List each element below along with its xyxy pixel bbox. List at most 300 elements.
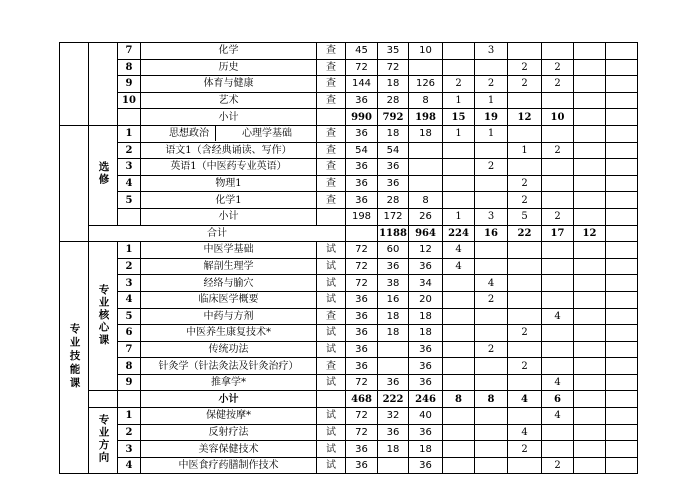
course-name: 临床医学概要: [141, 291, 317, 308]
empty-cell: [606, 457, 638, 474]
course-name: 中药与方剂: [141, 308, 317, 325]
exam-type: 查: [317, 92, 346, 109]
empty-cell: [606, 308, 638, 325]
hours-cell: [542, 125, 574, 142]
empty-cell: [606, 275, 638, 292]
course-no: 8: [118, 358, 141, 375]
hours-cell: 18: [378, 325, 409, 342]
hours-cell: 2: [508, 59, 542, 76]
empty-cell: [574, 374, 606, 391]
empty-cell: [606, 242, 638, 259]
hours-cell: 1: [475, 92, 508, 109]
table-row: [60, 391, 638, 408]
course-name-text: 心理学基础: [242, 128, 292, 140]
hours-cell: [508, 275, 542, 292]
hours-cell: [475, 441, 508, 458]
hours-cell: [475, 258, 508, 275]
empty-cell: [606, 59, 638, 76]
hours-cell: [542, 242, 574, 259]
hours-cell: 3: [475, 208, 508, 225]
hours-cell: [542, 424, 574, 441]
course-name: 解剖生理学: [141, 258, 317, 275]
exam-type: 查: [317, 192, 346, 209]
hours-cell: 2: [475, 341, 508, 358]
empty-cell: [574, 208, 606, 225]
hours-cell: [508, 457, 542, 474]
hours-cell: 36: [346, 457, 378, 474]
hours-cell: 4: [443, 242, 475, 259]
hours-cell: 36: [409, 424, 443, 441]
empty-cell: [606, 76, 638, 93]
course-name: 针灸学（针法灸法及针灸治疗）: [141, 358, 317, 375]
hours-cell: 28: [378, 92, 409, 109]
course-no: 2: [118, 258, 141, 275]
table-row: [60, 457, 638, 474]
hours-cell: [443, 175, 475, 192]
hours-cell: 18: [409, 325, 443, 342]
hours-cell: 36: [346, 92, 378, 109]
empty-cell: [606, 408, 638, 425]
table-row: [60, 308, 638, 325]
hours-cell: [409, 159, 443, 176]
hours-cell: 40: [409, 408, 443, 425]
hours-cell: 8: [443, 391, 475, 408]
hours-cell: 1: [443, 92, 475, 109]
hours-cell: 2: [542, 59, 574, 76]
course-no: 5: [118, 192, 141, 209]
empty-cell: [606, 391, 638, 408]
hours-cell: 468: [346, 391, 378, 408]
core-group-label: [89, 242, 118, 391]
empty-cell: [574, 408, 606, 425]
hours-cell: [542, 159, 574, 176]
hours-cell: 34: [409, 275, 443, 292]
hours-cell: 4: [508, 391, 542, 408]
course-no: 7: [118, 341, 141, 358]
exam-type: 试: [317, 325, 346, 342]
course-name: 英语1（中医药专业英语）: [141, 159, 317, 176]
course-no: 4: [118, 175, 141, 192]
hours-cell: [542, 192, 574, 209]
course-no: 1: [118, 408, 141, 425]
table-row: [60, 43, 638, 60]
table-row: [60, 142, 638, 159]
hours-cell: [542, 175, 574, 192]
table-row: [60, 109, 638, 126]
empty-cell: [574, 125, 606, 142]
empty-cell: [574, 59, 606, 76]
course-name: [141, 125, 317, 142]
hours-cell: 144: [346, 76, 378, 93]
hours-cell: [443, 275, 475, 292]
exam-type: 查: [317, 125, 346, 142]
table-row: [60, 408, 638, 425]
course-no: 3: [118, 275, 141, 292]
course-name: 物理1: [141, 175, 317, 192]
hours-cell: [475, 358, 508, 375]
empty-cell: [606, 325, 638, 342]
empty-cell: [346, 225, 378, 242]
table-row: [60, 76, 638, 93]
empty-cell: [574, 159, 606, 176]
hours-cell: [443, 358, 475, 375]
exam-type: 试: [317, 258, 346, 275]
hours-cell: [378, 358, 409, 375]
course-name: 化学1: [141, 192, 317, 209]
hours-cell: 12: [574, 225, 606, 242]
empty-cell: [606, 159, 638, 176]
course-no: 9: [118, 374, 141, 391]
hours-cell: [443, 408, 475, 425]
course-no: 1: [118, 125, 141, 142]
hours-cell: 36: [409, 258, 443, 275]
course-no: 5: [118, 308, 141, 325]
table-row: [60, 125, 638, 142]
direction-group-label: [89, 408, 118, 474]
empty-cell: [118, 109, 141, 126]
hours-cell: [508, 308, 542, 325]
course-name: 保健按摩*: [141, 408, 317, 425]
table-row: [60, 424, 638, 441]
hours-cell: 5: [508, 208, 542, 225]
hours-cell: 36: [346, 125, 378, 142]
course-prefix: 思想政治: [165, 126, 216, 141]
hours-cell: 72: [346, 275, 378, 292]
empty-cell: [606, 358, 638, 375]
hours-cell: [475, 408, 508, 425]
table-row: [60, 374, 638, 391]
hours-cell: [409, 175, 443, 192]
exam-type: 查: [317, 142, 346, 159]
hours-cell: 72: [346, 258, 378, 275]
subtotal-label: 小计: [141, 208, 317, 225]
hours-cell: [542, 358, 574, 375]
course-name: 体育与健康: [141, 76, 317, 93]
table-row: [60, 208, 638, 225]
course-name: 化学: [141, 43, 317, 60]
hours-cell: [443, 43, 475, 60]
hours-cell: [542, 258, 574, 275]
exam-type: 查: [317, 43, 346, 60]
hours-cell: 72: [346, 59, 378, 76]
hours-cell: [542, 43, 574, 60]
hours-cell: [475, 457, 508, 474]
hours-cell: 2: [508, 76, 542, 93]
hours-cell: 18: [378, 441, 409, 458]
course-name: 传统功法: [141, 341, 317, 358]
hours-cell: 16: [378, 291, 409, 308]
hours-cell: 2: [508, 358, 542, 375]
group-cell: [89, 43, 118, 126]
exam-type: 试: [317, 441, 346, 458]
hours-cell: [443, 142, 475, 159]
hours-cell: 2: [542, 457, 574, 474]
hours-cell: [542, 341, 574, 358]
hours-cell: 36: [346, 325, 378, 342]
table-row: [60, 225, 638, 242]
course-name: 语文1（含经典诵读、写作）: [141, 142, 317, 159]
hours-cell: [443, 374, 475, 391]
subtotal-label: 小计: [141, 109, 317, 126]
hours-cell: 36: [346, 358, 378, 375]
hours-cell: 18: [409, 308, 443, 325]
hours-cell: 36: [378, 175, 409, 192]
hours-cell: 1: [475, 125, 508, 142]
exam-type: 试: [317, 275, 346, 292]
hours-cell: 72: [378, 59, 409, 76]
hours-cell: [542, 441, 574, 458]
hours-cell: 12: [508, 109, 542, 126]
hours-cell: 18: [409, 441, 443, 458]
hours-cell: 2: [508, 441, 542, 458]
hours-cell: [508, 374, 542, 391]
exam-type: 试: [317, 457, 346, 474]
empty-cell: [574, 192, 606, 209]
hours-cell: 19: [475, 109, 508, 126]
course-no: 3: [118, 159, 141, 176]
exam-type: 试: [317, 291, 346, 308]
table-row: [60, 59, 638, 76]
empty-cell: [606, 43, 638, 60]
empty-cell: [606, 374, 638, 391]
hours-cell: [508, 159, 542, 176]
hours-cell: 60: [378, 242, 409, 259]
exam-type: 试: [317, 424, 346, 441]
empty-cell: [574, 291, 606, 308]
hours-cell: [475, 242, 508, 259]
hours-cell: 10: [409, 43, 443, 60]
empty-cell: [606, 424, 638, 441]
hours-cell: [378, 341, 409, 358]
hours-cell: 222: [378, 391, 409, 408]
hours-cell: 18: [378, 125, 409, 142]
hours-cell: 4: [542, 308, 574, 325]
exam-type: 试: [317, 374, 346, 391]
empty-cell: [574, 391, 606, 408]
hours-cell: 2: [475, 76, 508, 93]
hours-cell: [508, 291, 542, 308]
empty-cell: [574, 258, 606, 275]
hours-cell: 2: [475, 159, 508, 176]
hours-cell: 172: [378, 208, 409, 225]
table-row: [60, 291, 638, 308]
course-no: 10: [118, 92, 141, 109]
empty-cell: [606, 125, 638, 142]
subtotal-label: 小计: [141, 391, 317, 408]
hours-cell: 36: [378, 424, 409, 441]
hours-cell: [542, 275, 574, 292]
empty-cell: [574, 358, 606, 375]
professional-group-label: [60, 242, 89, 474]
hours-cell: 246: [409, 391, 443, 408]
empty-cell: [606, 175, 638, 192]
course-name: 美容保健技术: [141, 441, 317, 458]
hours-cell: 4: [542, 374, 574, 391]
empty-cell: [118, 208, 141, 225]
course-name: 历史: [141, 59, 317, 76]
exam-type: 试: [317, 408, 346, 425]
hours-cell: 6: [542, 391, 574, 408]
hours-cell: 1: [443, 125, 475, 142]
empty-cell: [574, 424, 606, 441]
course-no: 4: [118, 291, 141, 308]
hours-cell: 8: [409, 92, 443, 109]
course-no: 2: [118, 424, 141, 441]
hours-cell: [475, 192, 508, 209]
empty-cell: [606, 192, 638, 209]
table-row: [60, 159, 638, 176]
hours-cell: 12: [409, 242, 443, 259]
course-no: 6: [118, 325, 141, 342]
hours-cell: 38: [378, 275, 409, 292]
table-row: [60, 92, 638, 109]
hours-cell: 72: [346, 408, 378, 425]
hours-cell: 18: [409, 125, 443, 142]
hours-cell: 36: [409, 374, 443, 391]
exam-type: 查: [317, 76, 346, 93]
empty-cell: [574, 142, 606, 159]
hours-cell: 1: [443, 208, 475, 225]
hours-cell: 2: [542, 208, 574, 225]
course-no: 2: [118, 142, 141, 159]
empty-cell: [574, 457, 606, 474]
empty-cell: [317, 208, 346, 225]
hours-cell: 18: [378, 308, 409, 325]
hours-cell: 2: [542, 142, 574, 159]
empty-cell: [574, 76, 606, 93]
course-name: 推拿学*: [141, 374, 317, 391]
exam-type: 查: [317, 308, 346, 325]
hours-cell: 35: [378, 43, 409, 60]
hours-cell: [443, 59, 475, 76]
empty-cell: [574, 325, 606, 342]
hours-cell: 36: [378, 374, 409, 391]
empty-cell: [606, 208, 638, 225]
hours-cell: [542, 325, 574, 342]
table-row: [60, 258, 638, 275]
hours-cell: 1188: [378, 225, 409, 242]
exam-type: 查: [317, 59, 346, 76]
hours-cell: 72: [346, 374, 378, 391]
empty-cell: [606, 142, 638, 159]
hours-cell: 16: [475, 225, 508, 242]
empty-cell: [606, 291, 638, 308]
hours-cell: 4: [443, 258, 475, 275]
exam-type: 试: [317, 242, 346, 259]
hours-cell: 28: [378, 192, 409, 209]
empty-cell: [574, 341, 606, 358]
hours-cell: [475, 424, 508, 441]
hours-cell: [409, 142, 443, 159]
course-no: 7: [118, 43, 141, 60]
hours-cell: 2: [542, 76, 574, 93]
empty-cell: [89, 391, 118, 408]
hours-cell: [443, 341, 475, 358]
hours-cell: 20: [409, 291, 443, 308]
empty-cell: [118, 391, 141, 408]
course-no: 3: [118, 441, 141, 458]
course-no: 9: [118, 76, 141, 93]
hours-cell: [475, 325, 508, 342]
exam-type: 试: [317, 341, 346, 358]
table-row: [60, 242, 638, 259]
hours-cell: 36: [378, 159, 409, 176]
hours-cell: 4: [542, 408, 574, 425]
empty-cell: [574, 43, 606, 60]
hours-cell: [475, 142, 508, 159]
group-cell: [60, 125, 89, 241]
empty-cell: [574, 175, 606, 192]
hours-cell: [443, 159, 475, 176]
empty-cell: [606, 92, 638, 109]
elective-group-text: 选修: [97, 161, 110, 187]
hours-cell: [443, 441, 475, 458]
hours-cell: 8: [475, 391, 508, 408]
hours-cell: [443, 308, 475, 325]
hours-cell: 198: [409, 109, 443, 126]
course-name: 中医学基础: [141, 242, 317, 259]
hours-cell: 36: [346, 308, 378, 325]
hours-cell: 36: [346, 341, 378, 358]
empty-cell: [606, 258, 638, 275]
hours-cell: [542, 291, 574, 308]
hours-cell: [475, 308, 508, 325]
course-no: 1: [118, 242, 141, 259]
hours-cell: 18: [378, 76, 409, 93]
empty-cell: [574, 242, 606, 259]
hours-cell: 54: [346, 142, 378, 159]
empty-cell: [606, 109, 638, 126]
hours-cell: [508, 242, 542, 259]
exam-type: 查: [317, 175, 346, 192]
hours-cell: [508, 43, 542, 60]
hours-cell: 36: [378, 258, 409, 275]
hours-cell: [443, 457, 475, 474]
hours-cell: [475, 374, 508, 391]
hours-cell: [542, 92, 574, 109]
hours-cell: 26: [409, 208, 443, 225]
hours-cell: 990: [346, 109, 378, 126]
empty-cell: [606, 441, 638, 458]
table-row: [60, 341, 638, 358]
curriculum-table: [59, 42, 638, 474]
hours-cell: [443, 291, 475, 308]
table-row: [60, 441, 638, 458]
course-name: 反射疗法: [141, 424, 317, 441]
table-row: [60, 325, 638, 342]
core-group-text: 专业核心课: [97, 283, 110, 347]
hours-cell: 36: [409, 358, 443, 375]
hours-cell: [378, 457, 409, 474]
hours-cell: 3: [475, 43, 508, 60]
hours-cell: 8: [409, 192, 443, 209]
group-cell: [60, 43, 89, 126]
table-row: [60, 175, 638, 192]
hours-cell: 198: [346, 208, 378, 225]
empty-cell: [317, 391, 346, 408]
hours-cell: 36: [346, 192, 378, 209]
empty-cell: [317, 109, 346, 126]
table-row: [60, 275, 638, 292]
hours-cell: 2: [508, 192, 542, 209]
course-no: 8: [118, 59, 141, 76]
course-name: 艺术: [141, 92, 317, 109]
hours-cell: 36: [346, 159, 378, 176]
hours-cell: 1: [508, 142, 542, 159]
course-name: 中医养生康复技术*: [141, 325, 317, 342]
total-label: 合计: [89, 225, 346, 242]
hours-cell: [443, 325, 475, 342]
